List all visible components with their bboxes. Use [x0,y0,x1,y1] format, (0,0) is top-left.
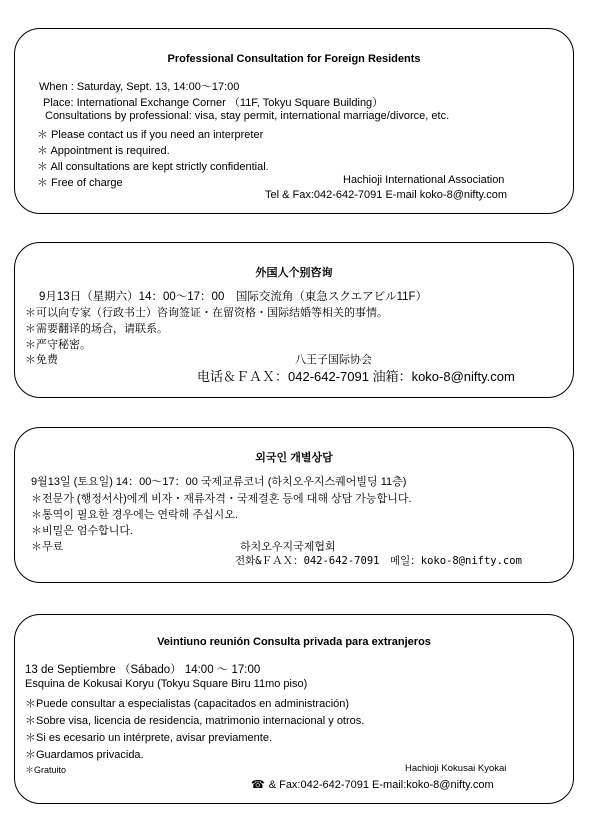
event-schedule: 9월13일 (토요일) 14：00～17：00 국제교류코너 (하치오우지스퀘어빌딩 11층) [31,476,407,488]
card-title: Professional Consultation for Foreign Residents [167,53,421,65]
notice-card-english [14,28,574,214]
note-item: ＊비밀은 엄수합니다. [31,525,134,537]
consultation-topics: Consultations by professional: visa, stay permit, international marriage/divorce, etc. [45,110,450,122]
event-schedule: 9月13日（星期六）14：00～17：00 国际交流角（東急スクエアビル11F） [39,291,428,303]
organization-name: 하치오우지국제협회 [240,541,336,553]
note-item: ＊전문가 (행정서사)에게 비자・재류자격・국제결혼 등에 대해 상담 가능합니다. [31,493,412,505]
card-title: Veintiuno reunión Consulta privada para extranjeros [157,636,431,648]
note-item: ＊Si es ecesario un intérprete, avisar previamente. [25,732,273,744]
note-item: ＊需要翻译的场合，请联系。 [25,323,168,335]
event-date: 13 de Septiembre （Sábado） 14:00 ～ 17:00 [25,664,261,676]
note-item: ＊통역이 필요한 경우에는 연락해 주십시오. [31,509,238,521]
note-item: ＊무료 [31,541,64,553]
event-place: Place: International Exchange Corner （11F, Tokyu Square Building） [43,97,384,109]
contact-info: Tel & Fax:042-642-7091 E-mail koko-8@nifty.com [265,189,508,201]
contact-text: & Fax:042-642-7091 E-mail:koko-8@nifty.com [268,779,494,791]
contact-info: 전화&ＦＡＸ：042-642-7091 메일：koko-8@nifty.com [235,555,522,567]
note-item: ＊免费 [25,354,58,366]
organization-name: Hachioji International Association [343,174,505,186]
note-item: ＊Sobre visa, licencia de residencia, matrimonio internacional y otros. [25,715,365,727]
notice-card-chinese [14,242,574,398]
note-item: ＊ Free of charge [37,177,123,189]
event-when: When : Saturday, Sept. 13, 14:00～17:00 [39,81,240,93]
card-title: 외국인 개별상담 [255,452,333,464]
note-item: ＊Puede consultar a especialistas (capacitados en administración) [25,698,350,710]
note-item: ＊ Please contact us if you need an interpreter [37,129,264,141]
notice-card-spanish [14,614,574,804]
telephone-icon: ☎ [251,778,265,791]
contact-info [251,778,494,791]
note-item: ＊严守秘密。 [25,339,91,351]
event-place: Esquina de Kokusai Koryu (Tokyu Square Biru 11mo piso) [25,678,308,690]
note-item: ＊ Appointment is required. [37,145,170,157]
contact-info: 电话＆ＦＡＸ：042-642-7091 油箱：koko-8@nifty.com [197,369,515,384]
notice-card-korean [14,427,574,583]
organization-name: Hachioji Kokusai Kyokai [405,763,507,774]
note-item: ＊ All consultations are kept strictly confidential. [37,161,269,173]
note-item-free: ＊Gratuito [25,765,67,775]
organization-name: 八王子国际协会 [295,354,372,366]
note-item: ＊可以向专家（行政书士）咨询签证・在留资格・国际结婚等相关的事情。 [25,307,388,319]
note-item: ＊Guardamos privacida. [25,749,144,761]
card-title: 外国人个别咨询 [255,267,333,279]
